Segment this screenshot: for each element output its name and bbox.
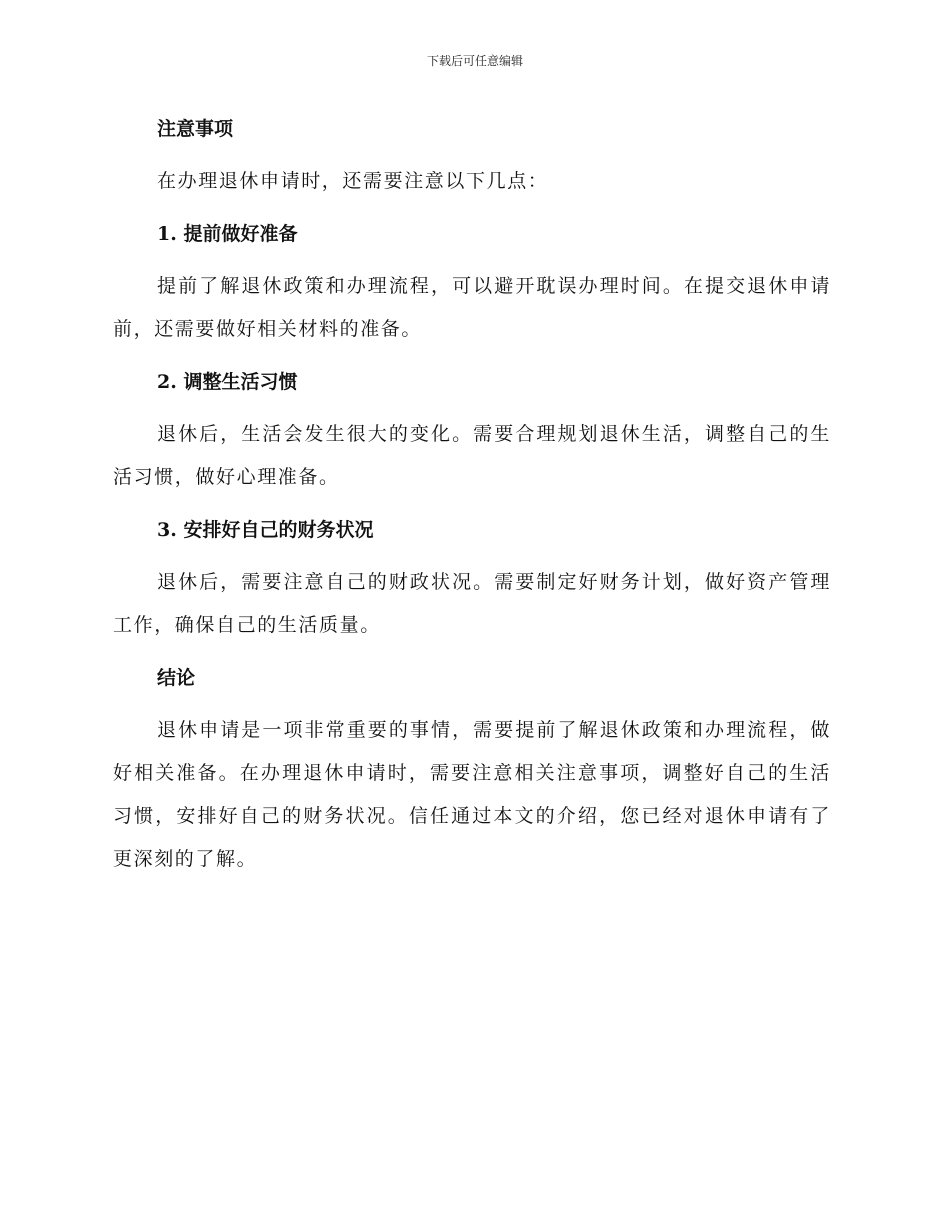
item1-heading: 1. 提前做好准备: [157, 223, 298, 245]
item2-heading: 2. 调整生活习惯: [157, 371, 298, 393]
notes-intro-paragraph: 在办理退休申请时，还需要注意以下几点：: [157, 170, 549, 192]
item3-paragraph: 退休后，需要注意自己的财政状况。需要制定好财务计划，做好资产管理工作，确保自己的生活质量。: [113, 571, 831, 636]
item1-paragraph: 提前了解退休政策和办理流程，可以避开耽误办理时间。在提交退休申请前，还需要做好相关材料的准备。: [113, 275, 831, 340]
page-header: 下载后可任意编辑: [426, 54, 523, 68]
item2-paragraph: 退休后，生活会发生很大的变化。需要合理规划退休生活，调整自己的生活习惯，做好心理准备。: [113, 423, 831, 488]
item3-heading: 3. 安排好自己的财务状况: [157, 519, 374, 541]
conclusion-paragraph: 退休申请是一项非常重要的事情，需要提前了解退休政策和办理流程，做好相关准备。在办理退休申请时，需要注意相关注意事项，调整好自己的生活习惯，安排好自己的财务状况。信任通过本文的介绍，您已经对退休申请有了更深刻的了解。: [113, 719, 831, 870]
document-body: [113, 108, 831, 891]
section-heading-conclusion: 结论: [157, 667, 196, 689]
section-heading-notes: 注意事项: [157, 118, 234, 140]
